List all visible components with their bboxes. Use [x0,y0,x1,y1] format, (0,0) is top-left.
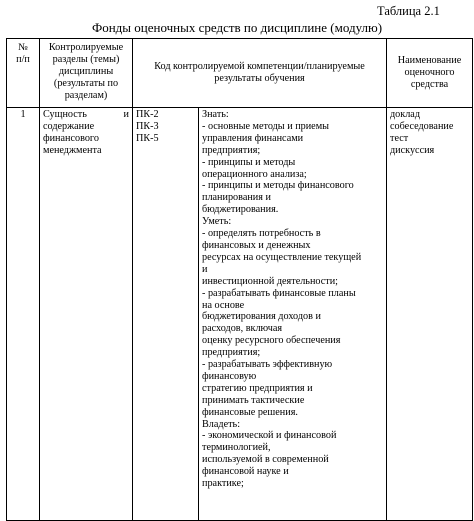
result-line: - разрабатывать эффективную [202,359,333,371]
result-line: терминологией, [202,442,271,454]
table-header [7,39,473,108]
result-line: бюджетирования. [202,204,279,216]
header-number: № п/п [7,39,40,108]
result-line: и [202,263,208,275]
result-line: стратегию предприятия и [202,382,313,394]
result-line: на основе [202,299,245,311]
section-word: и [123,109,129,120]
result-line: оценку ресурсного обеспечения [202,335,341,347]
assessment-funds-table [6,38,473,521]
result-line: расходов, включая [202,323,283,335]
table-caption: Таблица 2.1 [377,4,440,18]
document-title: Фонды оценочных средств по дисциплине (модулю) [91,20,383,35]
result-line: предприятия; [202,144,261,156]
result-line: финансовой науке и [202,466,289,478]
header-sections: Контролируемые разделы (темы) дисциплины (результаты по разделам) [40,39,133,108]
header-assessment-means: Наименование оценочного средства [387,39,473,108]
result-line: Уметь: [202,216,232,228]
row-competencies: ПК-2 ПК-3 ПК-5 [133,108,199,521]
result-line: - основные методы и приемы [202,120,330,132]
section-word: Сущность [43,109,87,120]
result-line: финансовые решения. [202,406,298,418]
result-line: - разрабатывать финансовые планы [202,287,356,299]
result-line: предприятия; [202,347,261,359]
result-line: Знать: [202,109,229,120]
result-line: ресурсах на осуществление текущей [202,251,362,263]
result-line: Владеть: [202,418,241,430]
result-line: бюджетирования доходов и [202,311,321,323]
result-line: операционного анализа; [202,168,307,180]
row-assessment-means: доклад собеседование тест дискуссия [387,108,473,521]
result-line: управления финансами [202,132,304,144]
result-line: финансовую [202,370,257,382]
result-line: - принципы и методы финансового [202,180,354,192]
row-section: Сущность и содержание финансового менеджмента [40,108,133,521]
row-number: 1 [7,108,40,521]
result-line: используемой в современной [202,454,329,466]
result-line: инвестиционной деятельности; [202,275,338,287]
result-line: принимать тактические [202,394,305,406]
result-line: - принципы и методы [202,156,296,168]
result-line: - определять потребность в [202,228,321,240]
table-row [7,108,473,521]
row-learning-results [199,108,387,521]
header-competency-code: Код контролируемой компетенции/планируемые результаты обучения [133,39,387,108]
result-line: практике; [202,478,244,490]
result-line: - экономической и финансовой [202,430,337,442]
result-line: финансовых и денежных [202,239,311,251]
result-line: планирования и [202,192,271,204]
